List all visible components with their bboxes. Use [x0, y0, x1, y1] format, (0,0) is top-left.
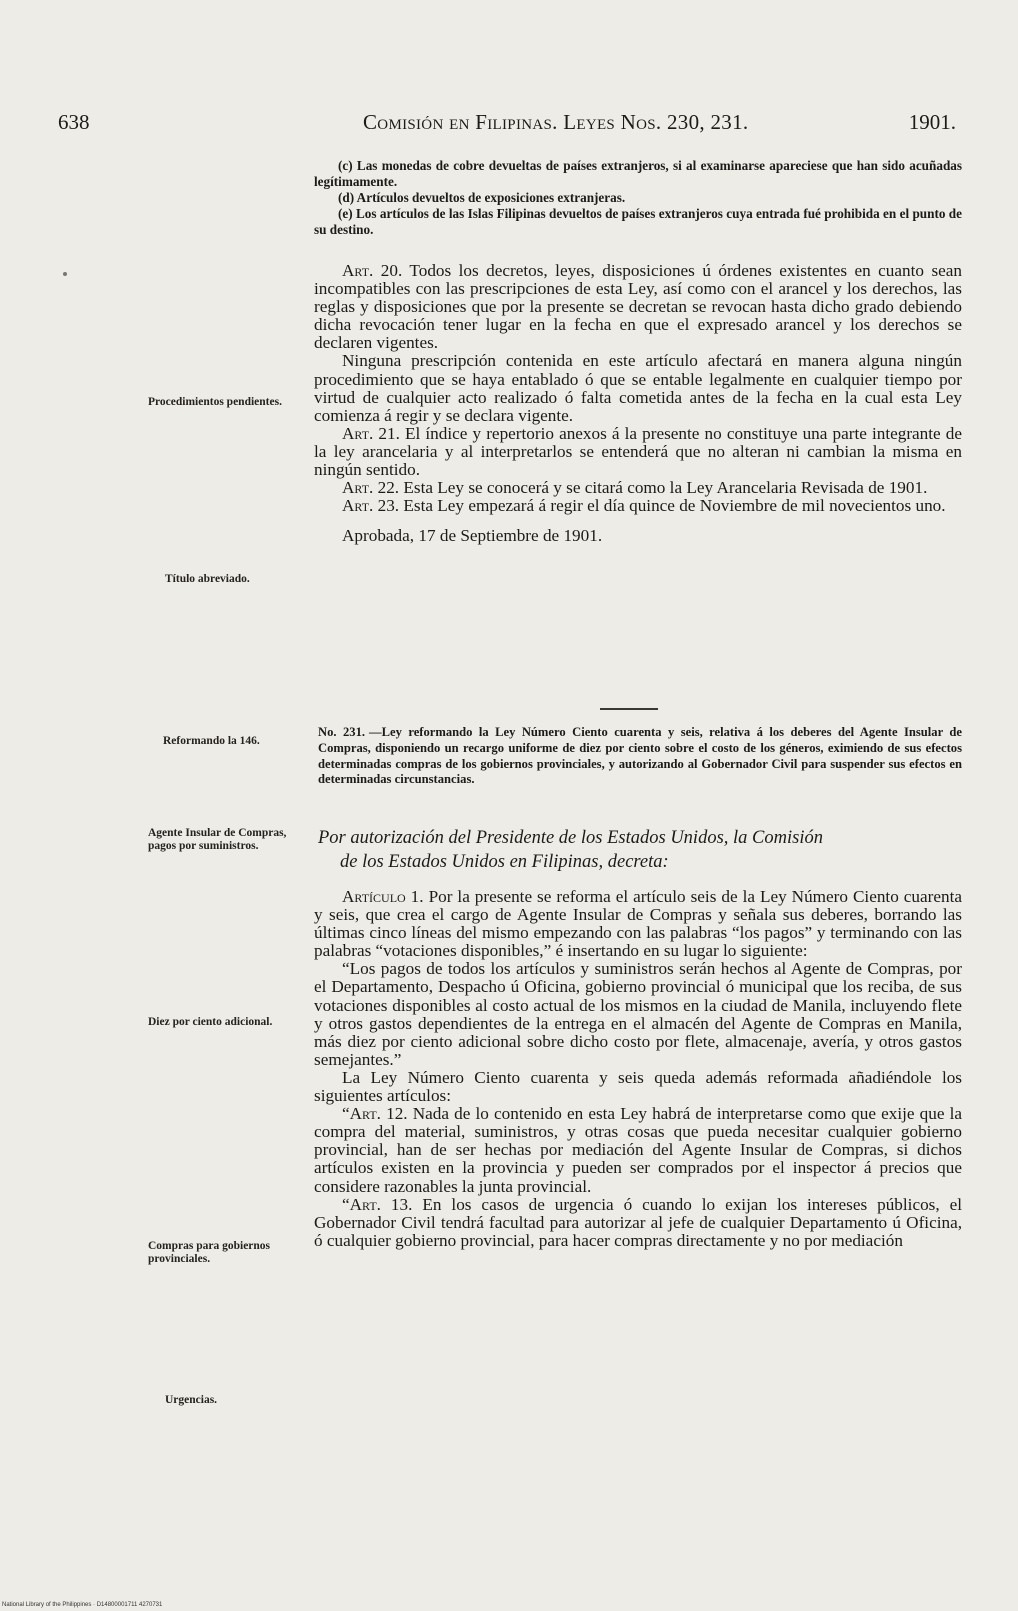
exemption-items: [314, 158, 962, 238]
page-number: 638: [58, 110, 90, 134]
margin-note-agente: Agente Insular de Compras, pagos por suministros.: [148, 827, 287, 852]
enacting-line-2: de los Estados Unidos en Filipinas, decreta:: [340, 852, 669, 872]
article-21-label: Art. 21.: [342, 423, 400, 443]
margin-note-procedimientos: Procedimientos pendientes.: [148, 396, 282, 408]
item-d: (d) Artículos devueltos de exposiciones extranjeras.: [338, 190, 626, 205]
section-divider: [600, 708, 658, 710]
law-231-title: [318, 725, 962, 788]
article-13-label: “Art. 13.: [342, 1194, 413, 1214]
article-12: [314, 1105, 962, 1195]
margin-note-urgencias: Urgencias.: [165, 1394, 218, 1406]
article-12-label: “Art. 12.: [342, 1104, 408, 1124]
article-20: [314, 262, 962, 352]
enacting-line-1: Por autorización del Presidente de los Estados Unidos, la Comisión: [318, 828, 823, 848]
article-22-text: Esta Ley se conocerá y se citará como la Ley Arancelaria Revisada de 1901.: [403, 478, 928, 498]
article-22: [314, 479, 962, 497]
article-20-text: Todos los decretos, leyes, disposiciones ú órdenes existentes en cuanto sean incompatibles con las prescripciones de esta Ley, así como con el arancel y los derechos, las reglas y disposiciones que por la presente se decretan se revocan hasta dicho grado debiendo dicha revocación tener lugar en la fecha en que el expresado arancel y los derechos se declaren vigentes.: [314, 261, 962, 353]
article-21: [314, 425, 962, 479]
article-20-label: Art. 20.: [342, 261, 403, 280]
law-231-body: [314, 888, 962, 1250]
law-number: No. 231.: [318, 725, 366, 739]
article-22-label: Art. 22.: [342, 478, 400, 498]
header-title: Comisión en Filipinas. Leyes Nos. 230, 231.: [363, 110, 749, 134]
margin-note-diez: Diez por ciento adicional.: [148, 1016, 273, 1028]
scan-footer: National Library of the Philippines · D14800001711 4270731: [2, 1602, 163, 1608]
article-13: [314, 1196, 962, 1250]
articles-block: [314, 262, 962, 545]
margin-mark: [63, 272, 67, 276]
article-23-text: Esta Ley empezará á regir el día quince de Noviembre de mil novecientos uno.: [403, 496, 946, 516]
item-c: (c) Las monedas de cobre devueltas de países extranjeros, si al examinarse apareciese que han sido acuñadas legítimamente.: [314, 158, 962, 189]
article-12-text: Nada de lo contenido en esta Ley habrá de interpretarse como que exije que la compra del material, suministros, y otras cosas que pueda necesitar cualquier gobierno provincial, han de ser hechas por mediación del Agente Insular de Compras, si dichos artículos existen en la provincia y pueden ser comprados por el inspector á precios que considere razonables la junta provincial.: [314, 1104, 963, 1196]
article-13-text: En los casos de urgencia ó cuando lo exijan los intereses públicos, el Gobernador Civil tendrá facultad para autorizar al jefe de cualquier Departamento ú Oficina, ó cualquier gobierno provincial, para hacer compras directamente y no por mediación: [314, 1194, 963, 1250]
article-23-label: Art. 23.: [342, 496, 400, 516]
approval-date: Aprobada, 17 de Septiembre de 1901.: [342, 526, 603, 546]
article-21-text: El índice y repertorio anexos á la presente no constituye una parte integrante de la ley arancelaria y al interpretarlos se entenderá que no alteran ni cambian la misma en ningún sentido.: [314, 423, 962, 480]
margin-note-titulo: Título abreviado.: [165, 573, 250, 585]
running-header: [58, 110, 956, 140]
law-title-text: —Ley reformando la Ley Número Ciento cuarenta y seis, relativa á los deberes del Agente Insular de Compras, disponiendo un recargo uniforme de diez por ciento sobre el costo de los géneros, eximiendo de sus efectos determinadas compras de los gobiernos provinciales, y autorizando al Gobernador Civil para suspender sus efectos en determinadas circunstancias.: [318, 725, 962, 787]
enacting-clause: [318, 826, 966, 874]
articulo-1-label: Artículo 1.: [342, 887, 424, 906]
margin-note-compras: Compras para gobiernos provinciales.: [148, 1240, 271, 1265]
articulo-1: [314, 888, 962, 960]
item-e: (e) Los artículos de las Islas Filipinas devueltos de países extranjeros cuya entrada fué prohibida en el punto de su destino.: [314, 206, 962, 237]
margin-note-reformando: Reformando la 146.: [163, 735, 260, 747]
articulo-1-text: Por la presente se reforma el artículo seis de la Ley Número Ciento cuarenta y seis, que crea el cargo de Agente Insular de Compras y señala sus deberes, borrando las últimas cinco líneas del mismo empezando con las palabras “los pagos” y terminando con las palabras “votaciones disponibles,” é insertando en su lugar lo siguiente:: [314, 887, 962, 961]
la-ley-paragraph: La Ley Número Ciento cuarenta y seis queda además reformada añadiéndole los siguientes artículos:: [314, 1067, 962, 1106]
ninguna-paragraph: Ninguna prescripción contenida en este artículo afectará en manera alguna ningún procedimiento que se haya entablado ó que se entable legalmente en cualquier tiempo por virtud de cualquier acto realizado ó falta cometida antes de la fecha en la cual esta Ley comienza á regir y se declara vigente.: [314, 351, 962, 425]
article-23: [314, 497, 962, 515]
header-year: 1901.: [908, 110, 956, 134]
quote-pagos: “Los pagos de todos los artículos y suministros serán hechos al Agente de Compras, por el Departamento, Despacho ú Oficina, gobierno provincial ó municipal que los reciba, de sus votaciones disponibles al costo actual de los mismos en la ciudad de Manila, incluyendo flete y otros gastos dependientes de la entrega en el almacén del Agente de Compras en Manila, más diez por ciento adicional sobre dicho costo por flete, almacenaje, avería, y otros gastos semejantes.”: [314, 959, 962, 1069]
